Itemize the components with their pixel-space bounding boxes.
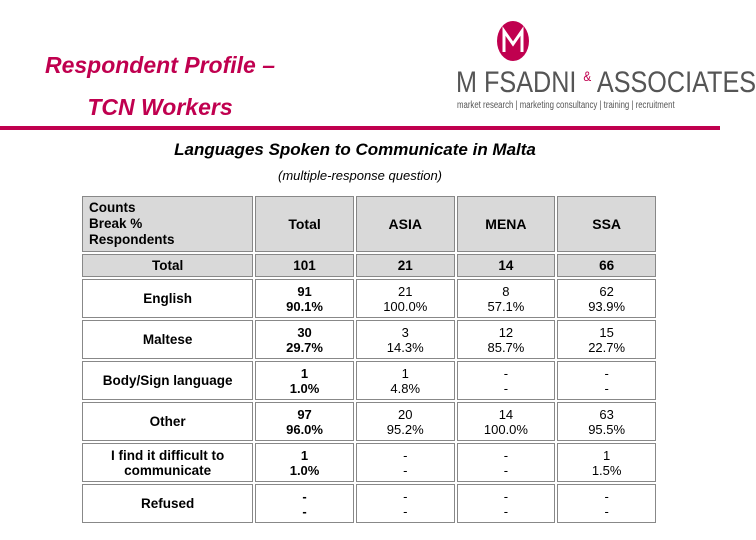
total-count: 14 xyxy=(457,254,556,277)
languages-table xyxy=(80,194,658,525)
table-subtitle: (multiple-response question) xyxy=(277,168,443,183)
data-cell xyxy=(457,443,556,482)
cell-percent: 93.9% xyxy=(588,298,626,314)
cell-count: 91 xyxy=(297,283,312,299)
cell-percent: 1.5% xyxy=(591,462,622,478)
cell-count: - xyxy=(604,365,609,381)
total-count: 21 xyxy=(356,254,455,277)
data-cell xyxy=(457,361,556,400)
cell-percent: 29.7% xyxy=(286,339,323,355)
cell-percent: - xyxy=(403,503,408,519)
data-cell xyxy=(356,361,455,400)
cell-percent: - xyxy=(302,503,307,519)
cell-percent: 95.5% xyxy=(588,421,626,437)
logo-tagline: market research | marketing consultancy | training | recruitment xyxy=(457,100,675,111)
logo-m-mark-icon xyxy=(496,20,530,62)
cell-count: 12 xyxy=(498,324,514,340)
table-row xyxy=(82,320,656,359)
data-cell xyxy=(457,402,556,441)
data-cell xyxy=(255,443,354,482)
data-cell xyxy=(255,320,354,359)
cell-count: - xyxy=(403,488,408,504)
cell-count: - xyxy=(604,488,609,504)
data-cell xyxy=(356,443,455,482)
cell-count: 20 xyxy=(398,406,413,422)
cell-count: 1 xyxy=(300,365,309,381)
row-label: Refused xyxy=(82,484,253,523)
cell-percent: 57.1% xyxy=(487,298,525,314)
row-label: English xyxy=(82,279,253,318)
data-cell xyxy=(255,402,354,441)
row-label: Maltese xyxy=(82,320,253,359)
column-header-mena: MENA xyxy=(457,196,556,252)
data-cell xyxy=(255,361,354,400)
table-row xyxy=(82,361,656,400)
data-cell xyxy=(557,320,656,359)
cell-count: 8 xyxy=(502,283,510,299)
cell-count: 63 xyxy=(599,406,614,422)
header-divider xyxy=(0,126,720,130)
data-cell xyxy=(457,320,556,359)
cell-percent: 100.0% xyxy=(383,298,428,314)
total-row xyxy=(82,254,656,277)
cell-count: 1 xyxy=(401,365,409,381)
cell-percent: 14.3% xyxy=(386,339,424,355)
slide-title xyxy=(10,44,310,128)
cell-count: 30 xyxy=(297,324,312,340)
cell-percent: 22.7% xyxy=(588,339,626,355)
cell-percent: - xyxy=(604,503,609,519)
data-cell xyxy=(356,484,455,523)
logo-name xyxy=(456,66,756,100)
legend-counts: Counts xyxy=(89,200,136,215)
data-cell xyxy=(356,320,455,359)
row-label: Total xyxy=(82,254,253,277)
cell-percent: - xyxy=(503,462,509,478)
row-label: Other xyxy=(82,402,253,441)
table-row xyxy=(82,279,656,318)
header-row xyxy=(82,196,656,252)
data-cell xyxy=(557,279,656,318)
cell-percent: - xyxy=(604,380,609,396)
data-cell xyxy=(557,402,656,441)
data-cell xyxy=(457,279,556,318)
data-cell xyxy=(557,484,656,523)
slide-title-line2: TCN Workers xyxy=(87,94,233,120)
cell-percent: 90.1% xyxy=(286,298,323,314)
cell-count: 97 xyxy=(297,406,312,422)
data-cell xyxy=(457,484,556,523)
table-row xyxy=(82,484,656,523)
table-row xyxy=(82,402,656,441)
cell-count: 1 xyxy=(603,447,611,463)
cell-count: 21 xyxy=(398,283,413,299)
cell-count: 3 xyxy=(401,324,409,340)
column-header-ssa: SSA xyxy=(557,196,656,252)
cell-count: 14 xyxy=(498,406,514,422)
cell-percent: - xyxy=(503,503,509,519)
column-header-total: Total xyxy=(255,196,354,252)
cell-percent: 100.0% xyxy=(483,421,528,437)
cell-percent: 95.2% xyxy=(386,421,424,437)
cell-count: 62 xyxy=(599,283,614,299)
data-cell xyxy=(255,484,354,523)
cell-percent: 85.7% xyxy=(487,339,525,355)
cell-count: - xyxy=(403,447,408,463)
logo-name-suffix: ASSOCIATES xyxy=(596,66,756,99)
cell-percent: 96.0% xyxy=(286,421,323,437)
data-cell xyxy=(356,279,455,318)
total-count: 66 xyxy=(557,254,656,277)
table-row xyxy=(82,443,656,482)
cell-percent: 4.8% xyxy=(390,380,421,396)
slide-title-line1: Respondent Profile – xyxy=(44,52,276,78)
cell-percent: 1.0% xyxy=(289,380,320,396)
legend-break: Break % xyxy=(89,216,143,231)
cell-count: - xyxy=(503,488,509,504)
logo-ampersand: & xyxy=(583,68,592,84)
data-cell xyxy=(557,361,656,400)
row-label: Body/Sign language xyxy=(82,361,253,400)
data-cell xyxy=(356,402,455,441)
cell-count: 1 xyxy=(300,447,309,463)
cell-count: - xyxy=(503,447,509,463)
cell-count: - xyxy=(302,488,307,504)
table-title: Languages Spoken to Communicate in Malta xyxy=(174,140,536,159)
legend-respondents: Respondents xyxy=(89,232,175,247)
row-label: I find it difficult to communicate xyxy=(82,443,253,482)
data-cell xyxy=(557,443,656,482)
column-header-asia: ASIA xyxy=(356,196,455,252)
cell-percent: - xyxy=(403,462,408,478)
total-count: 101 xyxy=(255,254,354,277)
data-cell xyxy=(255,279,354,318)
company-logo xyxy=(450,20,756,116)
cell-count: - xyxy=(503,365,509,381)
cell-percent: 1.0% xyxy=(289,462,320,478)
cell-percent: - xyxy=(503,380,509,396)
logo-name-prefix: M FSADNI xyxy=(456,66,577,99)
cell-count: 15 xyxy=(599,324,614,340)
legend-cell xyxy=(82,196,253,252)
